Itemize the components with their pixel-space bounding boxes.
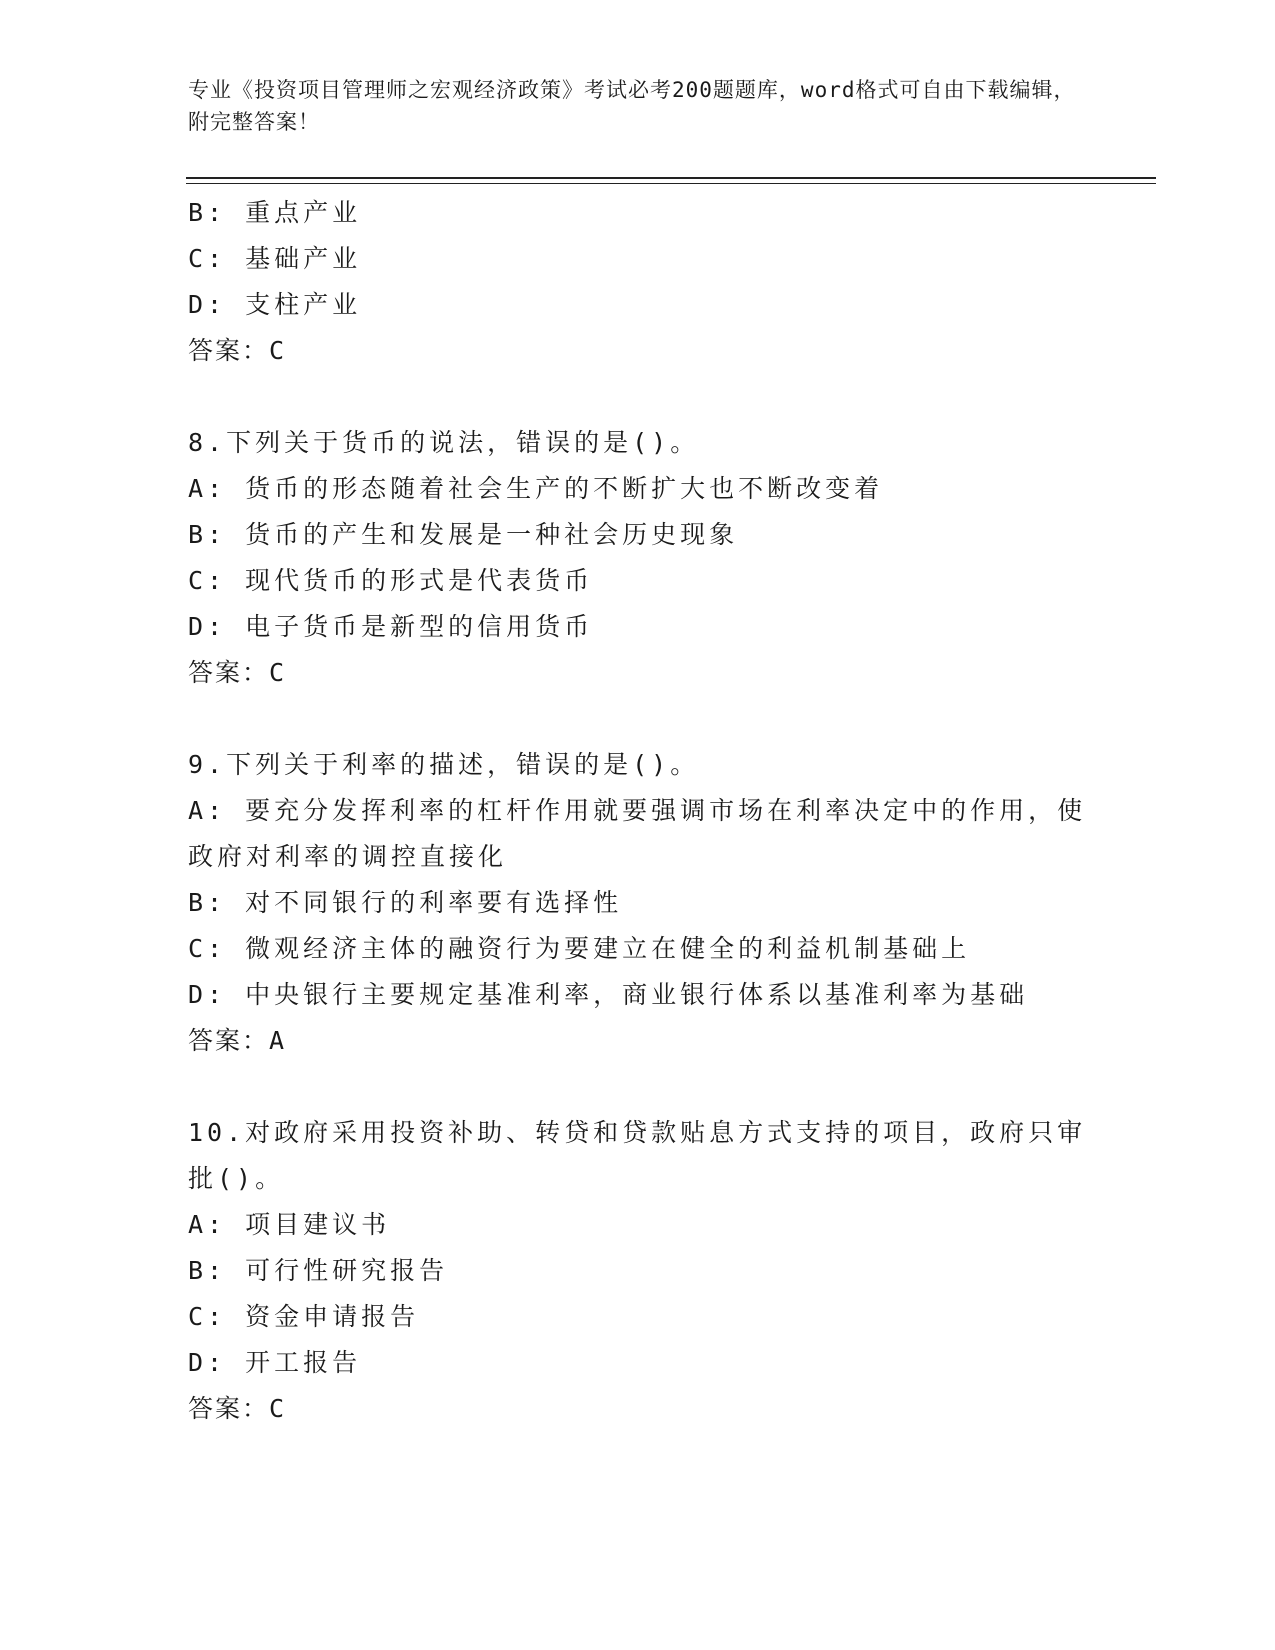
option-c: C: 资金申请报告 [188,1302,420,1331]
option-d: D: 开工报告 [188,1348,362,1377]
spacer [188,696,1088,742]
header-rule-thick [186,177,1156,179]
option-a: A: 要充分发挥利率的杠杆作用就要强调市场在利率决定中的作用，使政府对利率的调控直接化 [188,796,1087,871]
option-b: B: 重点产业 [188,198,362,227]
question-stem: 9.下列关于利率的描述，错误的是()。 [188,750,700,779]
option-d: D: 支柱产业 [188,290,362,319]
question-list [188,190,1088,1432]
header-rule-thin [186,183,1156,184]
question-stem: 10.对政府采用投资补助、转贷和贷款贴息方式支持的项目，政府只审批()。 [188,1118,1087,1193]
option-d: D: 电子货币是新型的信用货币 [188,612,594,641]
option-b: B: 货币的产生和发展是一种社会历史现象 [188,520,739,549]
answer: 答案：A [188,1026,287,1055]
option-b: B: 可行性研究报告 [188,1256,449,1285]
option-b: B: 对不同银行的利率要有选择性 [188,888,623,917]
option-a: A: 货币的形态随着社会生产的不断扩大也不断改变着 [188,474,884,503]
answer: 答案：C [188,1394,287,1423]
document-header: 专业《投资项目管理师之宏观经济政策》考试必考200题题库，word格式可自由下载编辑，附完整答案！ [188,78,1076,134]
option-c: C: 微观经济主体的融资行为要建立在健全的利益机制基础上 [188,934,971,963]
answer: 答案：C [188,658,287,687]
spacer [188,1064,1088,1110]
option-c: C: 现代货币的形式是代表货币 [188,566,594,595]
option-d: D: 中央银行主要规定基准利率，商业银行体系以基准利率为基础 [188,980,1029,1009]
option-a: A: 项目建议书 [188,1210,391,1239]
question-stem: 8.下列关于货币的说法，错误的是()。 [188,428,700,457]
answer: 答案：C [188,336,287,365]
option-c: C: 基础产业 [188,244,362,273]
spacer [188,374,1088,420]
